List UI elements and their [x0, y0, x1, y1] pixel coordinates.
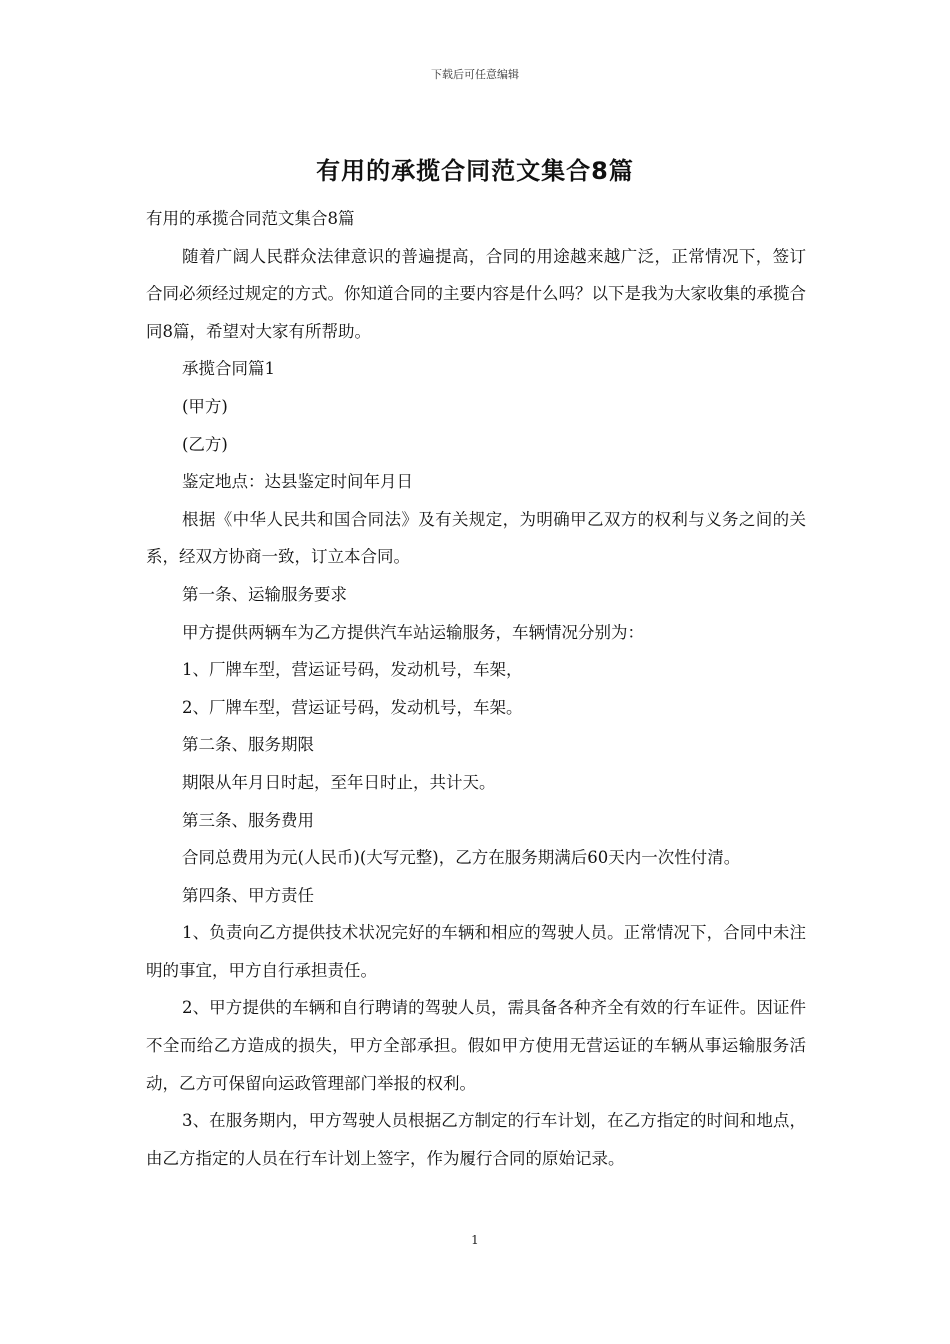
- paragraph: 合同总费用为元(人民币)(大写元整)，乙方在服务期满后60天内一次性付清。: [182, 848, 741, 868]
- paragraph: 第二条、服务期限: [182, 735, 314, 755]
- paragraph: (甲方): [182, 396, 228, 416]
- paragraph: 承揽合同篇1: [182, 359, 275, 379]
- paragraph: 有用的承揽合同范文集合8篇: [146, 209, 355, 228]
- paragraph: 期限从年月日时起，至年日时止，共计天。: [182, 772, 496, 792]
- paragraph: 2、厂牌车型，营运证号码，发动机号，车架。: [182, 697, 523, 717]
- paragraph: 第四条、甲方责任: [182, 885, 314, 905]
- paragraph: 根据《中华人民共和国合同法》及有关规定，为明确甲乙双方的权利与义务之间的关系，经双方协商一致，订立本合同。: [146, 509, 806, 567]
- page-number: 1: [471, 1233, 479, 1247]
- paragraph: 鉴定地点：达县鉴定时间年月日: [182, 472, 413, 492]
- paragraph: 甲方提供两辆车为乙方提供汽车站运输服务，车辆情况分别为：: [182, 622, 644, 642]
- paragraph: 第一条、运输服务要求: [182, 584, 347, 604]
- paragraph: 3、在服务期内，甲方驾驶人员根据乙方制定的行车计划，在乙方指定的时间和地点，由乙方指定的人员在行车计划上签字，作为履行合同的原始记录。: [146, 1111, 806, 1168]
- document-body: [146, 200, 806, 1177]
- document-title: 有用的承揽合同范文集合8篇: [316, 157, 634, 185]
- paragraph: 1、负责向乙方提供技术状况完好的车辆和相应的驾驶人员。正常情况下，合同中未注明的事宜，甲方自行承担责任。: [146, 923, 806, 980]
- page-header-note: 下载后可任意编辑: [431, 68, 519, 81]
- paragraph: 1、厂牌车型，营运证号码，发动机号，车架，: [182, 660, 523, 680]
- paragraph: 2、甲方提供的车辆和自行聘请的驾驶人员，需具备各种齐全有效的行车证件。因证件不全而给乙方造成的损失，甲方全部承担。假如甲方使用无营运证的车辆从事运输服务活动，乙方可保留向运政管理部门举报的权利。: [146, 998, 806, 1093]
- paragraph: (乙方): [182, 434, 228, 454]
- paragraph: 随着广阔人民群众法律意识的普遍提高，合同的用途越来越广泛，正常情况下，签订合同必须经过规定的方式。你知道合同的主要内容是什么吗？以下是我为大家收集的承揽合同8篇，希望对大家有所帮助。: [146, 246, 806, 341]
- paragraph: 第三条、服务费用: [182, 810, 314, 830]
